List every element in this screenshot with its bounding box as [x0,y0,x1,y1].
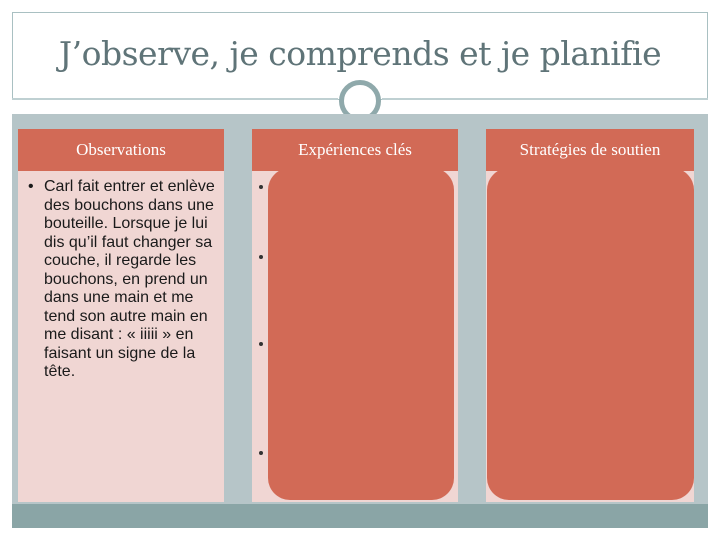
bottom-bar [12,504,708,528]
divider-left [12,98,338,100]
bullet-dot [259,342,263,346]
bullet-dot [259,255,263,259]
strategies-placeholder [487,168,694,500]
slide-title: J’observe, je comprends et je planifie [58,34,662,73]
experiences-placeholder [268,168,454,500]
observations-header: Observations [18,129,224,171]
bullet-dot [259,451,263,455]
divider-right [382,98,708,100]
observations-text [30,178,220,382]
bullet: • [28,178,34,195]
strategies-header: Stratégies de soutien [486,129,694,171]
bullet-dot [259,185,263,189]
observation-item: Carl fait entrer et enlève des bouchons dans une bouteille. Lorsque je lui dis qu’il faut changer sa couche, il regarde les bouchons, en prend un dans une main et me tend son autre main en me disant : « iiiii » en faisant un signe de la tête. [44,178,215,380]
experiences-header: Expériences clés [252,129,458,171]
